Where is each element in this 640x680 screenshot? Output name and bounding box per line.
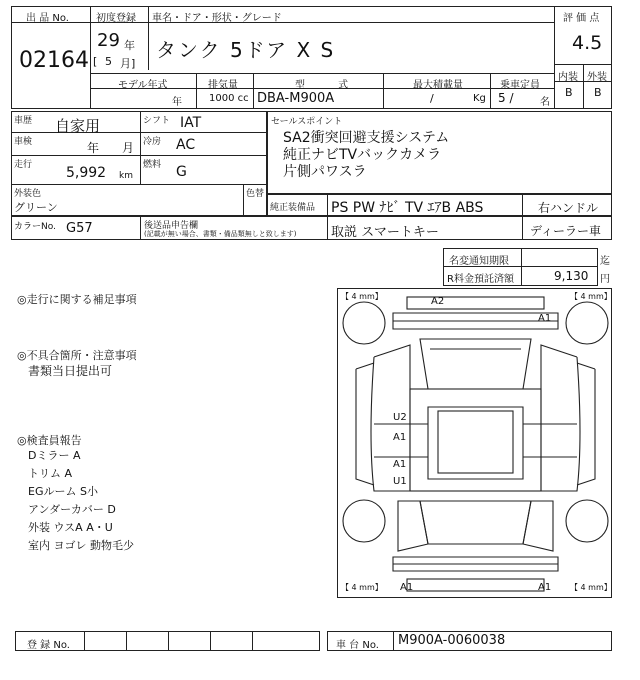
- inspector-line: Dミラー A: [28, 449, 81, 462]
- capacity-value: 5 /: [498, 91, 514, 105]
- dealer-value: ディーラー車: [530, 224, 602, 238]
- tire-depth-rr: 【 4 mm】: [570, 583, 612, 592]
- damage-mark: A2: [431, 296, 445, 307]
- mileage-label: 走行: [14, 160, 33, 170]
- reg-month-open: [: [93, 55, 98, 68]
- reg-month: 5: [105, 55, 112, 68]
- interior-grade: B: [565, 86, 573, 99]
- inspector-line: 外装 ウスA A・U: [28, 521, 113, 534]
- capacity-unit: 名: [540, 97, 550, 108]
- score-label: 評 価 点: [563, 13, 600, 24]
- damage-mark: U1: [393, 476, 407, 487]
- displacement-label: 排気量: [208, 80, 238, 91]
- driving-remarks-title: ◎走行に関する補足事項: [17, 293, 137, 306]
- score-value: 4.5: [572, 32, 603, 54]
- shift-value: IAT: [180, 115, 202, 131]
- model-year-unit: 年: [172, 97, 182, 108]
- max-load-label: 最大積載量: [413, 80, 463, 91]
- damage-mark: A1: [400, 582, 414, 593]
- name-change-unit: 迄: [600, 256, 610, 267]
- tire-depth-fr: 【 4 mm】: [570, 292, 612, 301]
- defects-line: 書類当日提出可: [28, 364, 113, 378]
- mileage-value: 5,992: [66, 165, 107, 181]
- shift-label: シフト: [143, 116, 171, 126]
- model-year-label: モデル年式: [118, 80, 168, 91]
- exterior-grade: B: [594, 86, 602, 99]
- retrofit-note: (記載が無い場合、書類・備品類無しと致します): [144, 230, 297, 238]
- max-load-sep: /: [430, 92, 434, 105]
- ac-label: 冷房: [143, 137, 162, 147]
- chassis-no-value: M900A-0060038: [398, 633, 506, 648]
- max-load-unit: Kg: [473, 93, 486, 104]
- retrofit-label: 後送品申告欄: [144, 221, 199, 231]
- inspector-line: アンダーカバー D: [28, 503, 116, 516]
- repaint-label: 色替: [246, 189, 265, 199]
- car-diagram: [337, 288, 612, 598]
- reg-era-year: 29: [97, 30, 120, 51]
- reg-no-label: 登 録 No.: [27, 640, 70, 651]
- damage-mark: A1: [538, 313, 552, 324]
- color-no-value: G57: [66, 221, 93, 236]
- inspection-month-unit: 月: [122, 141, 135, 155]
- damage-mark: A1: [393, 459, 407, 470]
- history-label: 車歴: [14, 116, 33, 126]
- inspector-line: 室内 ヨゴレ 動物毛少: [28, 539, 134, 552]
- capacity-label: 乗車定員: [500, 80, 540, 91]
- inspector-title: ◎検査員報告: [17, 434, 82, 447]
- lot-number-label: 出 品 No.: [26, 13, 69, 24]
- fuel-label: 燃料: [143, 160, 162, 170]
- sales-point-line: 片側パワスラ: [283, 164, 367, 180]
- inspector-line: EGルーム S小: [28, 485, 98, 498]
- color-value: グリーン: [14, 201, 58, 214]
- name-change-label: 名変通知期限: [449, 256, 509, 267]
- lot-number: 02164: [19, 48, 89, 73]
- model-code-label: 型 式: [295, 80, 349, 91]
- inspection-label: 車検: [14, 137, 33, 147]
- manual-keys: 取説 スマートキー: [331, 225, 439, 240]
- exterior-label: 外装: [587, 72, 607, 83]
- equipment-label: 純正装備品: [270, 203, 316, 213]
- color-no-label: カラーNo.: [14, 222, 56, 232]
- history-value: 自家用: [55, 117, 101, 135]
- interior-label: 内装: [558, 72, 578, 83]
- sales-point-line: SA2衝突回避支援システム: [283, 130, 450, 146]
- fuel-value: G: [176, 164, 187, 180]
- damage-mark: A1: [538, 582, 552, 593]
- mileage-unit: km: [119, 171, 133, 181]
- reg-year-unit: 年: [124, 39, 135, 52]
- damage-mark: A1: [393, 432, 407, 443]
- inspector-line: トリム A: [28, 467, 73, 480]
- recycle-amount: 9,130: [554, 269, 589, 283]
- reg-month-close: 月]: [120, 57, 136, 70]
- defects-title: ◎不具合箇所・注意事項: [17, 349, 137, 362]
- recycle-unit: 円: [600, 274, 610, 285]
- equipment-items: PS PW ﾅﾋﾞ TV ｴｱB ABS: [331, 200, 484, 216]
- inspection-year-unit: 年: [87, 141, 100, 155]
- model-code-value: DBA-M900A: [257, 91, 335, 106]
- displacement-value: 1000 cc: [209, 93, 249, 104]
- sales-point-line: 純正ナビTVバックカメラ: [283, 147, 442, 163]
- sales-points-label: セールスポイント: [271, 117, 343, 127]
- ac-value: AC: [176, 137, 196, 153]
- chassis-no-label: 車 台 No.: [336, 640, 379, 651]
- vehicle-name: タンク 5ドア X S: [156, 38, 336, 62]
- tire-depth-rl: 【 4 mm】: [341, 583, 383, 592]
- damage-mark: U2: [393, 412, 407, 423]
- color-label: 外装色: [14, 189, 42, 199]
- recycle-label: R料金預託済額: [447, 274, 514, 285]
- tire-depth-fl: 【 4 mm】: [341, 292, 383, 301]
- first-reg-label: 初度登録: [96, 13, 136, 24]
- steering-value: 右ハンドル: [538, 201, 599, 215]
- vehicle-label: 車名・ドア・形状・グレード: [152, 13, 282, 24]
- car-outline-drawing: [338, 289, 613, 599]
